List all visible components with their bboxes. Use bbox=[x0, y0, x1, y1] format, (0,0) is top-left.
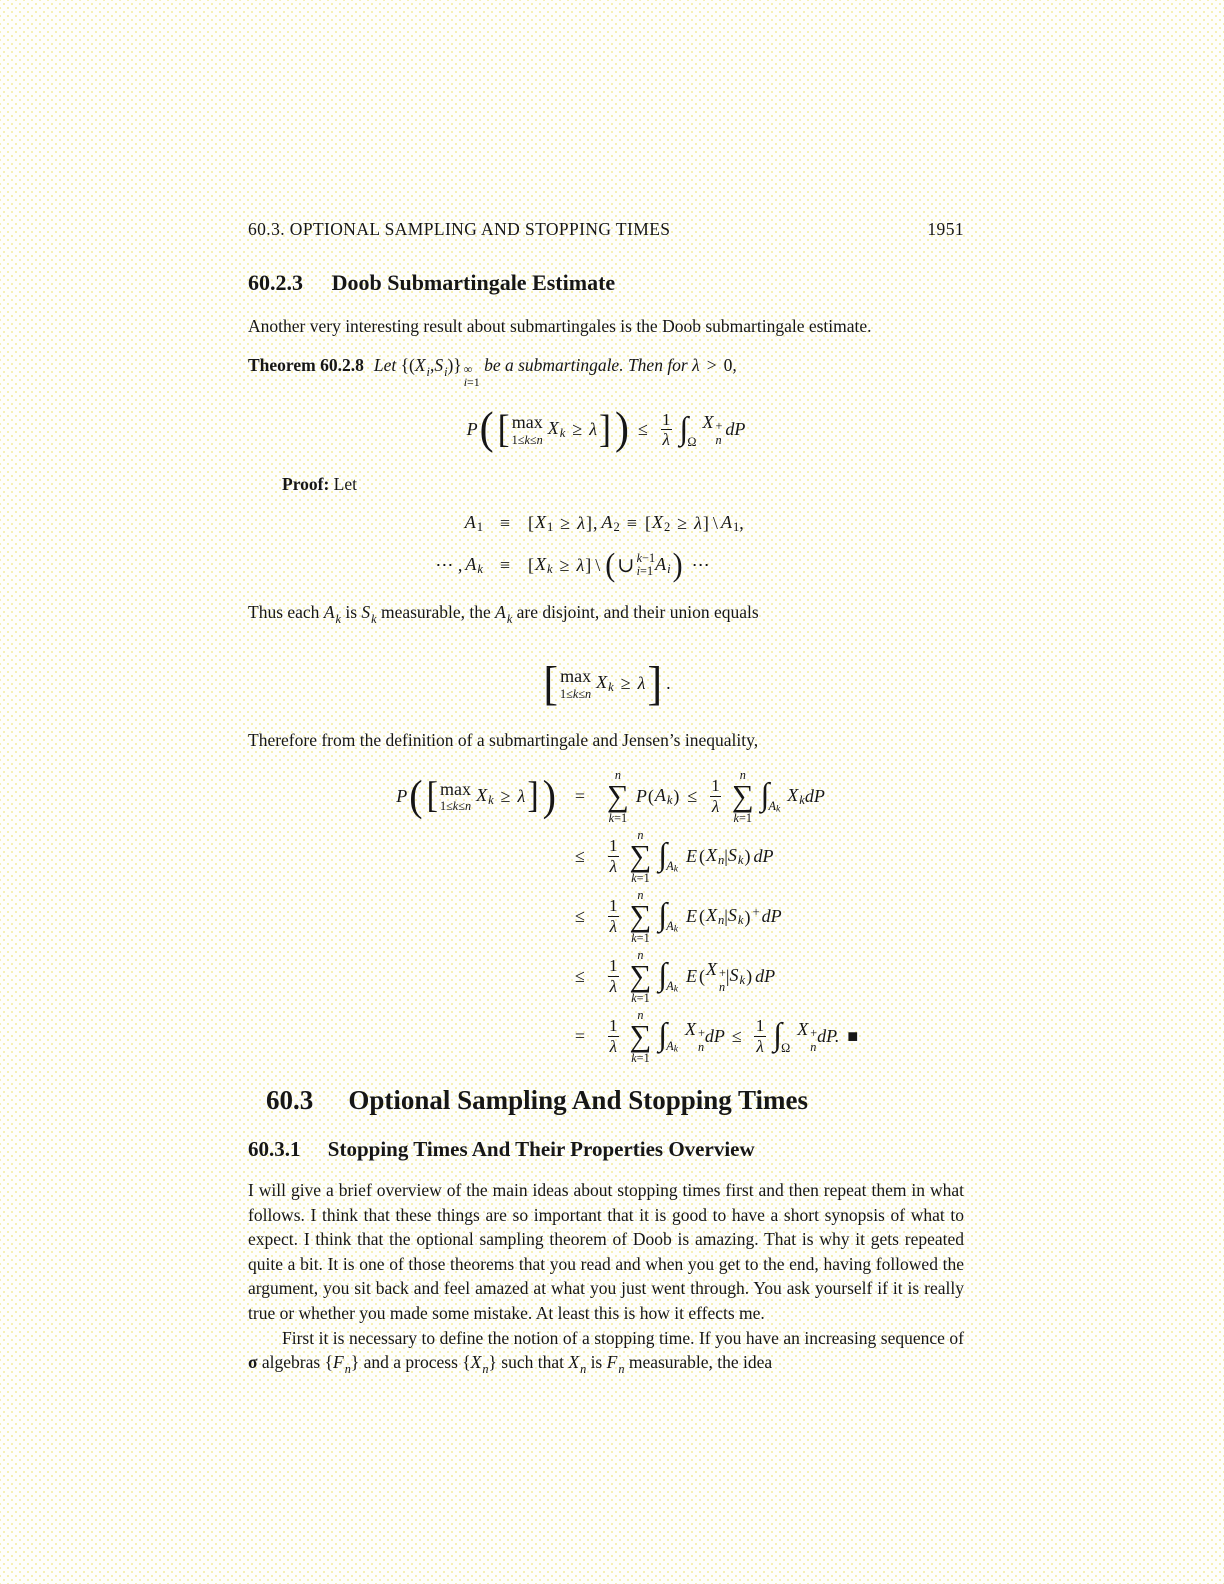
running-head bbox=[248, 218, 964, 240]
subsection-title: Doob Submartingale Estimate bbox=[331, 270, 616, 295]
theorem-statement bbox=[248, 353, 964, 390]
running-head-title: 60.3. OPTIONAL SAMPLING AND STOPPING TIMES bbox=[248, 219, 671, 239]
thus-paragraph: Thus each $A_k$ is $S_k$ measurable, the $A_k$ are disjoint, and their union equals bbox=[248, 602, 759, 627]
equation-set-definitions: A1 ≡ [ X1 ≥ λ ] , A2 ≡ [ X2 ≥ λ ] \ A1 , ⋯ , Ak ≡ [ Xk ≥ λ ] \ ( ∪ k−1 i=1 Ai ) ⋯ bbox=[435, 511, 744, 583]
subsection-number: 60.2.3 bbox=[248, 270, 303, 295]
theorem-label: Theorem 60.2.8 bbox=[248, 354, 364, 375]
subsection-heading-60-2-3 bbox=[248, 270, 964, 296]
intro-paragraph: Another very interesting result about submartingales is the Doob submartingale estimate. bbox=[248, 316, 872, 337]
equation-doob-estimate: P ( [ max 1≤k≤n Xk ≥ λ ] ) ≤ $\frac{1}{\lambda}$ ∫ Ω X + n dP bbox=[466, 404, 746, 454]
proof-label: Proof: bbox=[282, 473, 330, 494]
proof-opening bbox=[248, 472, 964, 497]
proof-lead: Let bbox=[333, 473, 357, 494]
subsection-title-6031: Stopping Times And Their Properties Overview bbox=[327, 1136, 755, 1161]
theorem-body: Let $\{(X_i,S_i)\}$ ∞ i=1 be a submartingale. Then for λ > 0, bbox=[373, 354, 737, 390]
section-number: 60.3 bbox=[266, 1085, 314, 1116]
section-heading-60-3 bbox=[248, 1084, 964, 1116]
section-title: Optional Sampling And Stopping Times bbox=[348, 1085, 809, 1116]
therefore-paragraph: Therefore from the definition of a submartingale and Jensen’s inequality, bbox=[248, 729, 759, 750]
equation-union: [ max 1≤k≤n Xk ≥ λ ] . bbox=[543, 657, 671, 711]
page-number: 1951 bbox=[927, 219, 964, 239]
overview-paragraph-1: I will give a brief overview of the main ideas about stopping times first and then repeat them in what follows. I think that these things are so important that it is good to have a short synopsis of what to expect. I think that the optional sampling theorem of Doob is amazing. That is why it gets repeated quite a bit. It is one of those theorems that you read and when you get to the end, having followed the argument, you sit back and feel amazed at what you just went through. You ask yourself if it is really true or whether you made some mistake. At least this is how it effects me. bbox=[248, 1180, 964, 1323]
subsection-number-6031: 60.3.1 bbox=[248, 1136, 301, 1161]
subsection-heading-60-3-1 bbox=[248, 1137, 964, 1162]
page-content bbox=[248, 218, 964, 1396]
equation-main-chain: P ( [ max 1≤k≤n Xk ≥ λ ] ) = n ∑ k=1 P ( Ak ) ≤ $\frac{1}{\lambda}$ n ∑ k=1 ∫ Ak Xk dP ≤ $\frac{1}{\lambda}$ n ∑ k=1 ∫ Ak E ( Xn | Sk ) dP ≤ $\frac{1}{\lambda}$ n ∑ k=1 ∫ Ak E ( Xn | Sk ) + dP ≤ $\frac{1}{\lambda}$ n ∑ k=1 ∫ Ak E ( X + n | Sk ) dP = $\frac{1}{\lambda}$ n ∑ k=1 ∫ Ak X + n dP ≤ $\frac{1}{\lambda}$ ∫ Ω X + n dP. ■ bbox=[396, 767, 859, 1065]
overview-paragraph-2: First it is necessary to define the notion of a stopping time. If you have an increasing sequence of σ algebras $\{F_n\}$ and a process $\{X_n\}$ such that $X_n$ is $F_n$ measurable, the idea bbox=[248, 1327, 964, 1377]
